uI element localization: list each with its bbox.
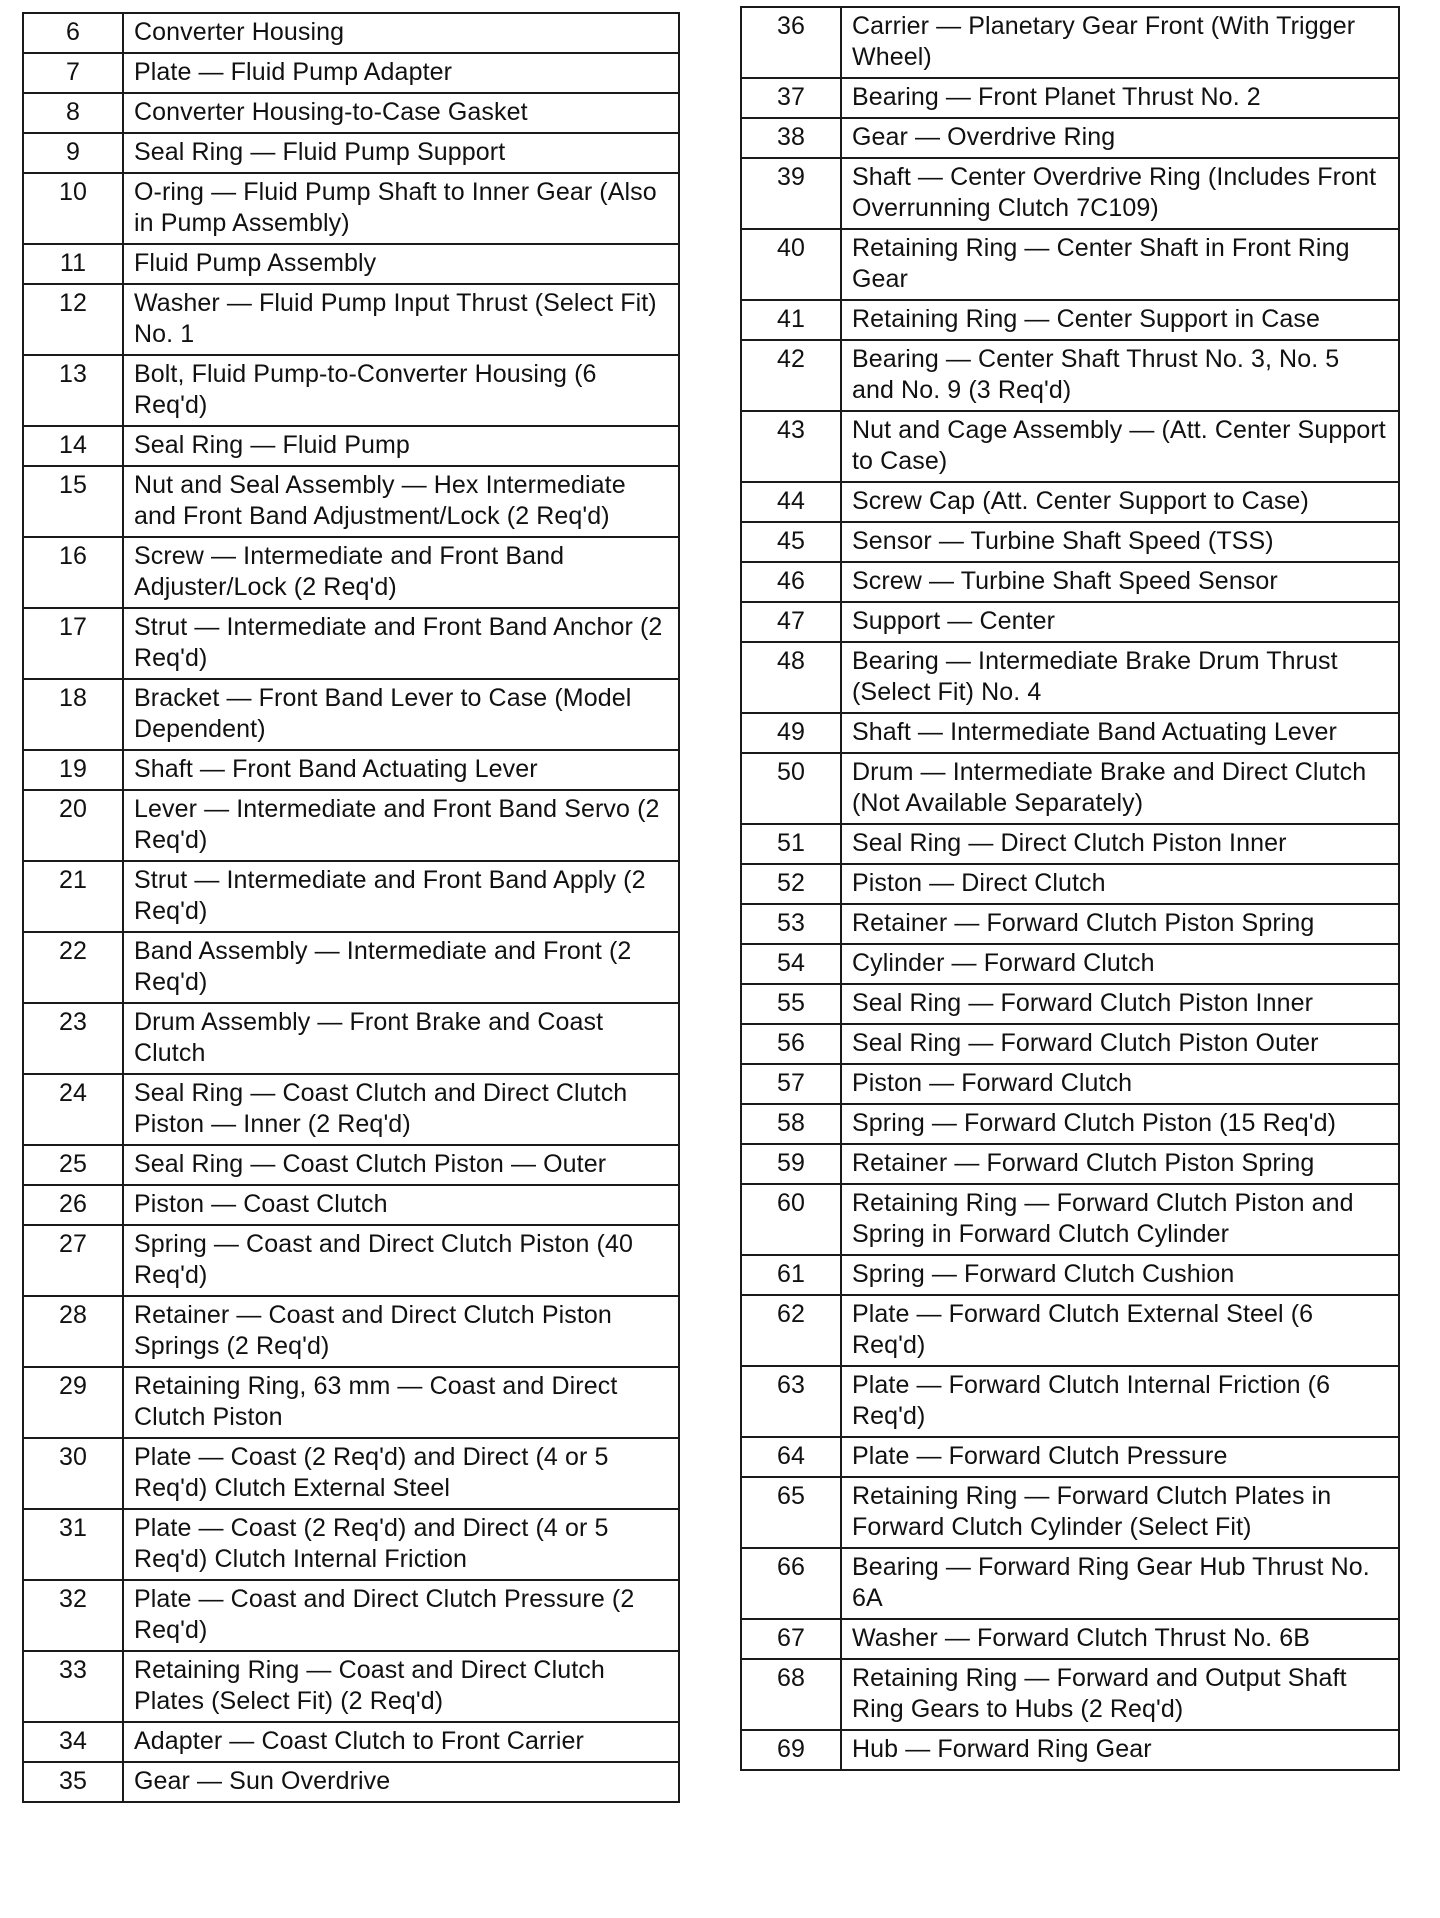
part-number: 45	[741, 522, 841, 562]
table-row	[741, 1477, 1399, 1548]
part-number: 61	[741, 1255, 841, 1295]
table-row	[741, 1144, 1399, 1184]
table-row	[741, 158, 1399, 229]
part-description: Screw — Intermediate and Front Band Adjuster/Lock (2 Req'd)	[123, 537, 679, 608]
part-description: Seal Ring — Direct Clutch Piston Inner	[841, 824, 1399, 864]
part-number: 23	[23, 1003, 123, 1074]
part-number: 30	[23, 1438, 123, 1509]
table-row	[741, 713, 1399, 753]
table-row	[741, 562, 1399, 602]
part-description: Retainer — Forward Clutch Piston Spring	[841, 1144, 1399, 1184]
part-number: 55	[741, 984, 841, 1024]
part-description: Plate — Forward Clutch External Steel (6 Req'd)	[841, 1295, 1399, 1366]
part-description: Shaft — Front Band Actuating Lever	[123, 750, 679, 790]
part-description: Drum — Intermediate Brake and Direct Clutch (Not Available Separately)	[841, 753, 1399, 824]
part-number: 44	[741, 482, 841, 522]
table-row	[23, 466, 679, 537]
table-row	[23, 173, 679, 244]
table-row	[741, 1659, 1399, 1730]
table-row	[23, 1438, 679, 1509]
part-number: 15	[23, 466, 123, 537]
table-row	[23, 608, 679, 679]
part-number: 41	[741, 300, 841, 340]
part-number: 19	[23, 750, 123, 790]
part-description: Converter Housing-to-Case Gasket	[123, 93, 679, 133]
part-number: 52	[741, 864, 841, 904]
part-description: Retaining Ring — Forward Clutch Plates in Forward Clutch Cylinder (Select Fit)	[841, 1477, 1399, 1548]
part-description: Gear — Sun Overdrive	[123, 1762, 679, 1802]
part-description: Plate — Coast and Direct Clutch Pressure (2 Req'd)	[123, 1580, 679, 1651]
part-description: Bearing — Intermediate Brake Drum Thrust (Select Fit) No. 4	[841, 642, 1399, 713]
part-description: Retainer — Forward Clutch Piston Spring	[841, 904, 1399, 944]
table-row	[741, 904, 1399, 944]
table-row	[741, 522, 1399, 562]
part-description: Gear — Overdrive Ring	[841, 118, 1399, 158]
part-number: 59	[741, 1144, 841, 1184]
part-number: 16	[23, 537, 123, 608]
part-number: 26	[23, 1185, 123, 1225]
table-row	[741, 1184, 1399, 1255]
part-description: Washer — Forward Clutch Thrust No. 6B	[841, 1619, 1399, 1659]
part-number: 11	[23, 244, 123, 284]
table-row	[23, 1367, 679, 1438]
parts-table-left	[22, 12, 680, 1803]
part-number: 24	[23, 1074, 123, 1145]
parts-table-right-body	[741, 7, 1399, 1770]
table-row	[23, 790, 679, 861]
part-description: Piston — Forward Clutch	[841, 1064, 1399, 1104]
part-description: Converter Housing	[123, 13, 679, 53]
part-description: Strut — Intermediate and Front Band Anchor (2 Req'd)	[123, 608, 679, 679]
part-description: Nut and Cage Assembly — (Att. Center Support to Case)	[841, 411, 1399, 482]
part-number: 27	[23, 1225, 123, 1296]
table-row	[23, 1296, 679, 1367]
part-description: Plate — Coast (2 Req'd) and Direct (4 or 5 Req'd) Clutch External Steel	[123, 1438, 679, 1509]
part-description: Piston — Coast Clutch	[123, 1185, 679, 1225]
table-row	[23, 284, 679, 355]
part-number: 31	[23, 1509, 123, 1580]
part-description: Bearing — Front Planet Thrust No. 2	[841, 78, 1399, 118]
part-number: 50	[741, 753, 841, 824]
table-row	[23, 679, 679, 750]
table-row	[741, 1437, 1399, 1477]
part-description: Bolt, Fluid Pump-to-Converter Housing (6 Req'd)	[123, 355, 679, 426]
part-number: 56	[741, 1024, 841, 1064]
table-row	[741, 864, 1399, 904]
part-description: Screw — Turbine Shaft Speed Sensor	[841, 562, 1399, 602]
part-number: 8	[23, 93, 123, 133]
part-number: 10	[23, 173, 123, 244]
part-number: 36	[741, 7, 841, 78]
part-number: 54	[741, 944, 841, 984]
part-number: 12	[23, 284, 123, 355]
parts-table-left-body	[23, 13, 679, 1802]
part-number: 53	[741, 904, 841, 944]
part-number: 49	[741, 713, 841, 753]
part-description: Drum Assembly — Front Brake and Coast Clutch	[123, 1003, 679, 1074]
part-description: Lever — Intermediate and Front Band Servo (2 Req'd)	[123, 790, 679, 861]
part-description: Cylinder — Forward Clutch	[841, 944, 1399, 984]
table-row	[23, 537, 679, 608]
part-description: Strut — Intermediate and Front Band Apply (2 Req'd)	[123, 861, 679, 932]
table-row	[741, 1366, 1399, 1437]
part-number: 6	[23, 13, 123, 53]
part-number: 29	[23, 1367, 123, 1438]
table-row	[741, 1730, 1399, 1770]
table-row	[741, 1024, 1399, 1064]
part-description: Bracket — Front Band Lever to Case (Model Dependent)	[123, 679, 679, 750]
table-row	[23, 133, 679, 173]
part-description: Plate — Coast (2 Req'd) and Direct (4 or 5 Req'd) Clutch Internal Friction	[123, 1509, 679, 1580]
table-row	[23, 1225, 679, 1296]
table-row	[23, 13, 679, 53]
table-row	[741, 340, 1399, 411]
table-row	[23, 1580, 679, 1651]
part-number: 39	[741, 158, 841, 229]
table-row	[23, 53, 679, 93]
part-number: 66	[741, 1548, 841, 1619]
part-number: 58	[741, 1104, 841, 1144]
part-number: 33	[23, 1651, 123, 1722]
part-description: Shaft — Center Overdrive Ring (Includes Front Overrunning Clutch 7C109)	[841, 158, 1399, 229]
part-number: 48	[741, 642, 841, 713]
part-number: 14	[23, 426, 123, 466]
part-description: Band Assembly — Intermediate and Front (2 Req'd)	[123, 932, 679, 1003]
part-description: Support — Center	[841, 602, 1399, 642]
table-row	[23, 1722, 679, 1762]
part-number: 17	[23, 608, 123, 679]
part-description: Seal Ring — Coast Clutch Piston — Outer	[123, 1145, 679, 1185]
part-number: 68	[741, 1659, 841, 1730]
part-description: Plate — Forward Clutch Pressure	[841, 1437, 1399, 1477]
table-row	[741, 1255, 1399, 1295]
part-description: Fluid Pump Assembly	[123, 244, 679, 284]
parts-table-right	[740, 6, 1400, 1771]
table-row	[741, 944, 1399, 984]
part-description: Washer — Fluid Pump Input Thrust (Select Fit) No. 1	[123, 284, 679, 355]
part-description: Retaining Ring — Center Support in Case	[841, 300, 1399, 340]
part-number: 34	[23, 1722, 123, 1762]
part-description: Adapter — Coast Clutch to Front Carrier	[123, 1722, 679, 1762]
table-row	[741, 78, 1399, 118]
part-number: 51	[741, 824, 841, 864]
table-row	[23, 861, 679, 932]
part-description: Plate — Fluid Pump Adapter	[123, 53, 679, 93]
part-description: Plate — Forward Clutch Internal Friction (6 Req'd)	[841, 1366, 1399, 1437]
part-number: 7	[23, 53, 123, 93]
part-description: Carrier — Planetary Gear Front (With Trigger Wheel)	[841, 7, 1399, 78]
table-row	[23, 244, 679, 284]
table-row	[741, 1548, 1399, 1619]
table-row	[23, 750, 679, 790]
part-number: 25	[23, 1145, 123, 1185]
table-row	[741, 1104, 1399, 1144]
table-row	[741, 753, 1399, 824]
part-number: 47	[741, 602, 841, 642]
part-number: 43	[741, 411, 841, 482]
part-number: 22	[23, 932, 123, 1003]
part-number: 57	[741, 1064, 841, 1104]
part-description: Retaining Ring — Forward and Output Shaft Ring Gears to Hubs (2 Req'd)	[841, 1659, 1399, 1730]
part-description: Retaining Ring, 63 mm — Coast and Direct Clutch Piston	[123, 1367, 679, 1438]
part-number: 35	[23, 1762, 123, 1802]
part-number: 64	[741, 1437, 841, 1477]
table-row	[23, 1074, 679, 1145]
part-description: Bearing — Center Shaft Thrust No. 3, No. 5 and No. 9 (3 Req'd)	[841, 340, 1399, 411]
part-number: 69	[741, 1730, 841, 1770]
part-description: Seal Ring — Fluid Pump Support	[123, 133, 679, 173]
table-row	[741, 824, 1399, 864]
part-number: 67	[741, 1619, 841, 1659]
table-row	[741, 229, 1399, 300]
part-number: 46	[741, 562, 841, 602]
part-number: 28	[23, 1296, 123, 1367]
part-number: 38	[741, 118, 841, 158]
part-description: Seal Ring — Forward Clutch Piston Inner	[841, 984, 1399, 1024]
part-description: Shaft — Intermediate Band Actuating Lever	[841, 713, 1399, 753]
part-number: 20	[23, 790, 123, 861]
table-row	[741, 482, 1399, 522]
part-description: Seal Ring — Forward Clutch Piston Outer	[841, 1024, 1399, 1064]
part-number: 18	[23, 679, 123, 750]
part-number: 37	[741, 78, 841, 118]
table-row	[23, 1145, 679, 1185]
part-number: 65	[741, 1477, 841, 1548]
part-description: Screw Cap (Att. Center Support to Case)	[841, 482, 1399, 522]
table-row	[741, 602, 1399, 642]
part-number: 32	[23, 1580, 123, 1651]
part-description: Bearing — Forward Ring Gear Hub Thrust No. 6A	[841, 1548, 1399, 1619]
part-description: Hub — Forward Ring Gear	[841, 1730, 1399, 1770]
table-row	[23, 1651, 679, 1722]
table-row	[741, 118, 1399, 158]
part-number: 60	[741, 1184, 841, 1255]
part-number: 9	[23, 133, 123, 173]
part-description: Seal Ring — Coast Clutch and Direct Clutch Piston — Inner (2 Req'd)	[123, 1074, 679, 1145]
part-number: 40	[741, 229, 841, 300]
table-row	[741, 7, 1399, 78]
part-number: 21	[23, 861, 123, 932]
part-description: Retaining Ring — Coast and Direct Clutch Plates (Select Fit) (2 Req'd)	[123, 1651, 679, 1722]
table-row	[23, 426, 679, 466]
table-row	[23, 932, 679, 1003]
part-description: Spring — Forward Clutch Piston (15 Req'd)	[841, 1104, 1399, 1144]
table-row	[741, 984, 1399, 1024]
part-description: Retaining Ring — Center Shaft in Front Ring Gear	[841, 229, 1399, 300]
part-number: 63	[741, 1366, 841, 1437]
table-row	[23, 1762, 679, 1802]
part-description: Seal Ring — Fluid Pump	[123, 426, 679, 466]
part-description: Retainer — Coast and Direct Clutch Piston Springs (2 Req'd)	[123, 1296, 679, 1367]
part-number: 42	[741, 340, 841, 411]
table-row	[23, 1185, 679, 1225]
table-row	[741, 1064, 1399, 1104]
part-description: Nut and Seal Assembly — Hex Intermediate and Front Band Adjustment/Lock (2 Req'd)	[123, 466, 679, 537]
part-description: Piston — Direct Clutch	[841, 864, 1399, 904]
table-row	[741, 300, 1399, 340]
part-description: O-ring — Fluid Pump Shaft to Inner Gear (Also in Pump Assembly)	[123, 173, 679, 244]
part-description: Retaining Ring — Forward Clutch Piston and Spring in Forward Clutch Cylinder	[841, 1184, 1399, 1255]
part-description: Spring — Coast and Direct Clutch Piston (40 Req'd)	[123, 1225, 679, 1296]
table-row	[741, 642, 1399, 713]
part-number: 62	[741, 1295, 841, 1366]
part-description: Spring — Forward Clutch Cushion	[841, 1255, 1399, 1295]
part-number: 13	[23, 355, 123, 426]
table-row	[741, 1295, 1399, 1366]
table-row	[23, 355, 679, 426]
table-row	[23, 93, 679, 133]
table-row	[23, 1003, 679, 1074]
table-row	[741, 1619, 1399, 1659]
part-description: Sensor — Turbine Shaft Speed (TSS)	[841, 522, 1399, 562]
table-row	[23, 1509, 679, 1580]
table-row	[741, 411, 1399, 482]
